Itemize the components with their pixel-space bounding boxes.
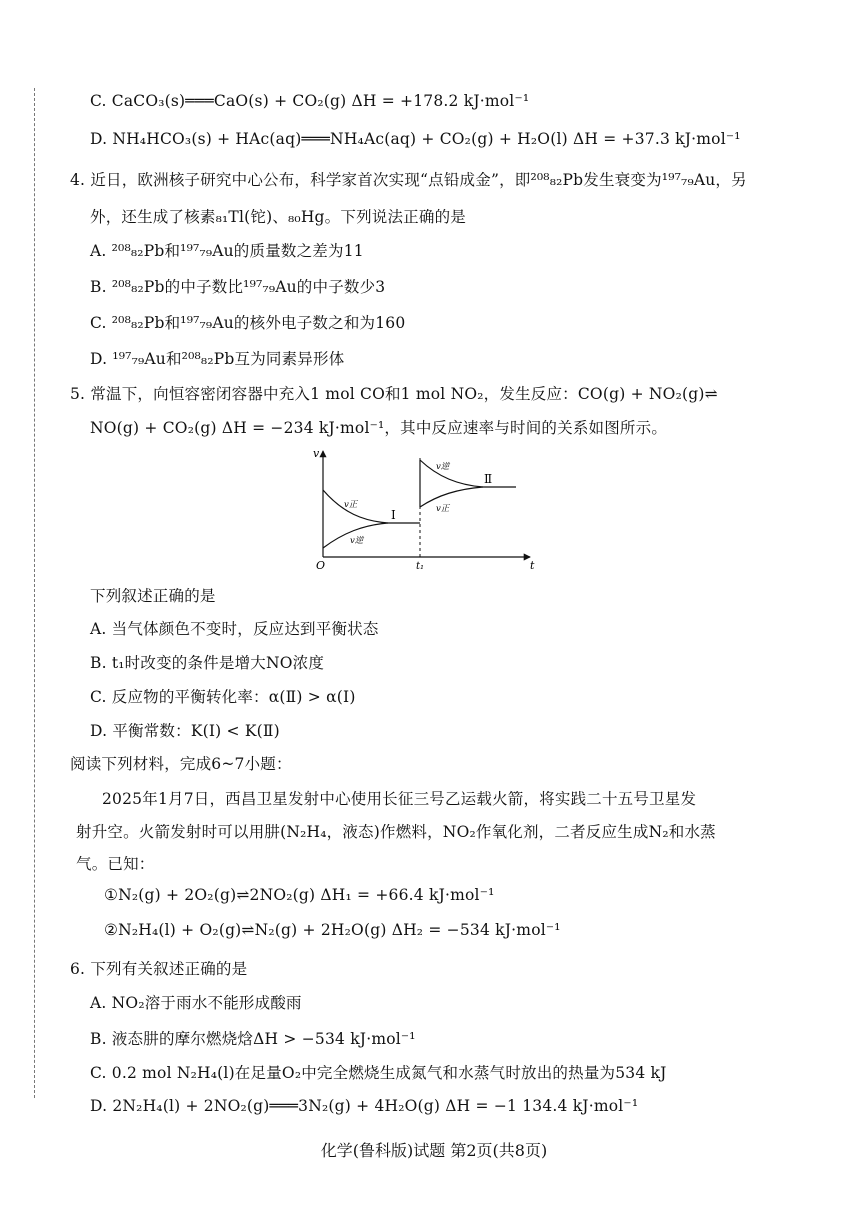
q6-option-d: D. 2N₂H₄(l) + 2NO₂(g)═══3N₂(g) + 4H₂O(g) ΔH = −1 134.4 kJ·mol⁻¹ xyxy=(90,1097,639,1115)
region-label-2: Ⅱ xyxy=(484,472,493,486)
material-line-3: 气。已知： xyxy=(76,855,155,873)
v-forward-curve-1 xyxy=(323,490,420,523)
q4-option-a: A. ²⁰⁸₈₂Pb和¹⁹⁷₇₉Au的质量数之差为11 xyxy=(90,242,364,260)
series-label-v-forward-1: v正 xyxy=(344,500,358,510)
q4-option-c: C. ²⁰⁸₈₂Pb和¹⁹⁷₇₉Au的核外电子数之和为160 xyxy=(90,314,406,332)
q4-option-d: D. ¹⁹⁷₇₉Au和²⁰⁸₈₂Pb互为同素异形体 xyxy=(90,350,345,368)
binding-margin-line xyxy=(34,88,36,1098)
q6-option-c: C. 0.2 mol N₂H₄(l)在足量O₂中完全燃烧生成氮气和水蒸气时放出的热量为534 kJ xyxy=(90,1064,667,1082)
reading-instruction: 阅读下列材料，完成6~7小题： xyxy=(70,755,292,773)
v-reverse-curve-2 xyxy=(420,460,516,487)
rate-time-chart xyxy=(308,445,548,570)
q3-option-d: D. NH₄HCO₃(s) + HAc(aq)═══NH₄Ac(aq) + CO₂(g) + H₂O(l) ΔH = +37.3 kJ·mol⁻¹ xyxy=(90,130,741,148)
q4-stem-line2: 外，还生成了核素₈₁Tl(铊)、₈₀Hg。下列说法正确的是 xyxy=(90,208,466,226)
q6-option-a: A. NO₂溶于雨水不能形成酸雨 xyxy=(90,994,302,1012)
q5-stem-line1: 5. 常温下，向恒容密闭容器中充入1 mol CO和1 mol NO₂，发生反应：CO(g) + NO₂(g)⇌ xyxy=(70,385,718,403)
x-axis-label: t xyxy=(530,559,535,570)
series-label-v-reverse-2: v逆 xyxy=(436,462,450,472)
page-footer: 化学(鲁科版)试题 第2页(共8页) xyxy=(320,1141,548,1160)
q5-stem-question: 下列叙述正确的是 xyxy=(90,587,216,605)
q6-option-b: B. 液态肼的摩尔燃烧焓ΔH > −534 kJ·mol⁻¹ xyxy=(90,1030,416,1048)
region-label-1: Ⅰ xyxy=(391,508,396,522)
q5-option-c: C. 反应物的平衡转化率：α(Ⅱ) > α(Ⅰ) xyxy=(90,688,356,706)
q4-option-b: B. ²⁰⁸₈₂Pb的中子数比¹⁹⁷₇₉Au的中子数少3 xyxy=(90,278,386,296)
v-forward-curve-2 xyxy=(420,487,483,507)
t1-label: t₁ xyxy=(416,561,425,570)
series-label-v-forward-2: v正 xyxy=(436,504,450,514)
q5-option-a: A. 当气体颜色不变时，反应达到平衡状态 xyxy=(90,620,379,638)
origin-label: O xyxy=(316,559,326,570)
q5-stem-line2: NO(g) + CO₂(g) ΔH = −234 kJ·mol⁻¹，其中反应速率与时间的关系如图所示。 xyxy=(90,419,668,437)
material-line-2: 射升空。火箭发射时可以用肼(N₂H₄，液态)作燃料，NO₂作氧化剂，二者反应生成N₂和水蒸 xyxy=(76,823,716,841)
q5-option-d: D. 平衡常数：K(Ⅰ) < K(Ⅱ) xyxy=(90,722,280,740)
thermo-equation-2: ②N₂H₄(l) + O₂(g)⇌N₂(g) + 2H₂O(g) ΔH₂ = −534 kJ·mol⁻¹ xyxy=(104,921,561,939)
thermo-equation-1: ①N₂(g) + 2O₂(g)⇌2NO₂(g) ΔH₁ = +66.4 kJ·mol⁻¹ xyxy=(104,886,495,904)
series-label-v-reverse-1: v逆 xyxy=(350,536,364,546)
q4-stem-line1: 4. 近日，欧洲核子研究中心公布，科学家首次实现“点铅成金”，即²⁰⁸₈₂Pb发生衰变为¹⁹⁷₇₉Au，另 xyxy=(70,171,747,189)
q5-option-b: B. t₁时改变的条件是增大NO浓度 xyxy=(90,654,325,672)
q6-stem: 6. 下列有关叙述正确的是 xyxy=(70,960,248,978)
material-line-1: 2025年1月7日，西昌卫星发射中心使用长征三号乙运载火箭，将实践二十五号卫星发 xyxy=(102,790,697,808)
q3-option-c: C. CaCO₃(s)═══CaO(s) + CO₂(g) ΔH = +178.2 kJ·mol⁻¹ xyxy=(90,92,530,110)
y-axis-label: v xyxy=(313,447,320,460)
